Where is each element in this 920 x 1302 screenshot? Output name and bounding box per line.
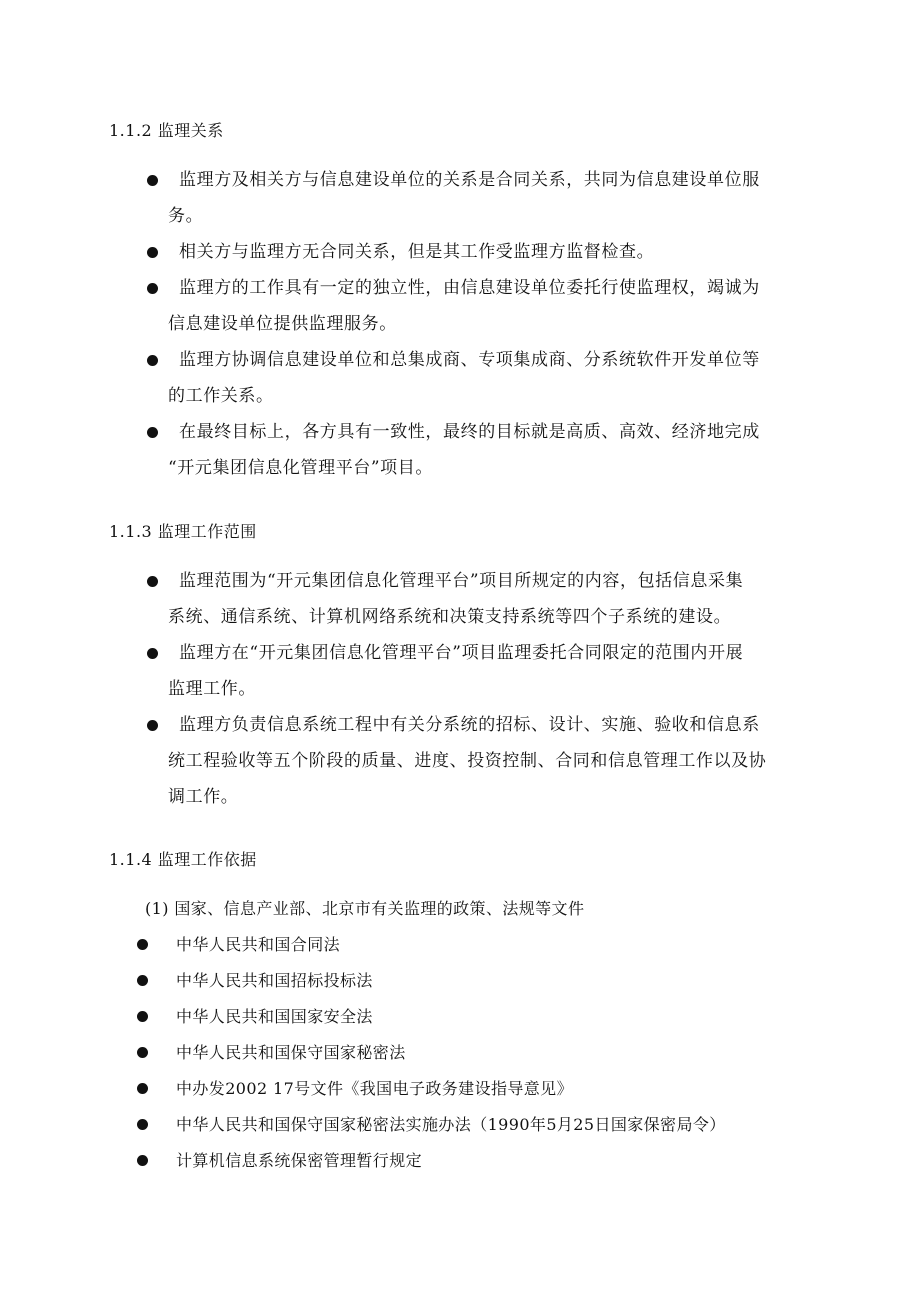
bullet-dot — [137, 1047, 148, 1058]
section-heading-1-1-2: 1.1.2 监理关系 — [109, 121, 224, 140]
list-item-line: “开元集团信息化管理平台”项目。 — [168, 458, 433, 478]
list-item — [168, 162, 808, 234]
list-item — [168, 707, 808, 815]
list-item-line: 调工作。 — [168, 787, 239, 807]
list-item-line: 监理方负责信息系统工程中有关分系统的招标、设计、实施、验收和信息系 — [179, 715, 760, 735]
list-item-line: 信息建设单位提供监理服务。 — [168, 314, 397, 334]
basis-item: 中华人民共和国招标投标法 — [176, 971, 373, 990]
bullet-dot — [147, 427, 158, 438]
list-item — [168, 270, 808, 342]
basis-subheading: (1) 国家、信息产业部、北京市有关监理的政策、法规等文件 — [145, 899, 585, 918]
basis-item: 中华人民共和国保守国家秘密法实施办法（1990年5月25日国家保密局令） — [176, 1115, 726, 1134]
list-item-line: 统工程验收等五个阶段的质量、进度、投资控制、合同和信息管理工作以及协 — [168, 751, 767, 771]
list-item — [168, 234, 808, 270]
bullet-dot — [137, 939, 148, 950]
bullet-dot — [137, 1155, 148, 1166]
list-item-line: 监理方在“开元集团信息化管理平台”项目监理委托合同限定的范围内开展 — [179, 643, 744, 663]
list-item-line: 务。 — [168, 206, 204, 226]
basis-item: 中华人民共和国国家安全法 — [176, 1007, 373, 1026]
bullet-dot — [147, 283, 158, 294]
bullet-dot — [147, 720, 158, 731]
list-item — [168, 635, 808, 707]
basis-item: 中华人民共和国合同法 — [176, 935, 341, 954]
bullet-dot — [147, 355, 158, 366]
bullet-dot — [147, 247, 158, 258]
section-heading-1-1-4: 1.1.4 监理工作依据 — [109, 850, 257, 869]
list-item-line: 监理方及相关方与信息建设单位的关系是合同关系，共同为信息建设单位服 — [179, 170, 760, 190]
bullet-dot — [137, 1083, 148, 1094]
basis-item: 计算机信息系统保密管理暂行规定 — [176, 1151, 423, 1170]
bullet-dot — [147, 648, 158, 659]
list-item — [168, 414, 808, 486]
basis-item: 中办发2002 17号文件《我国电子政务建设指导意见》 — [176, 1079, 573, 1098]
list-item-line: 相关方与监理方无合同关系，但是其工作受监理方监督检查。 — [179, 242, 655, 262]
list-item-line: 的工作关系。 — [168, 386, 274, 406]
bullet-dot — [147, 175, 158, 186]
list-item-line: 在最终目标上，各方具有一致性，最终的目标就是高质、高效、经济地完成 — [179, 422, 760, 442]
list-item — [168, 563, 808, 635]
bullet-dot — [137, 1119, 148, 1130]
list-item-line: 监理方协调信息建设单位和总集成商、专项集成商、分系统软件开发单位等 — [179, 350, 760, 370]
list-item-line: 监理方的工作具有一定的独立性，由信息建设单位委托行使监理权，竭诚为 — [179, 278, 760, 298]
bullet-dot — [137, 975, 148, 986]
list-item-line: 系统、通信系统、计算机网络系统和决策支持系统等四个子系统的建设。 — [168, 607, 732, 627]
basis-item: 中华人民共和国保守国家秘密法 — [176, 1043, 406, 1062]
list-item — [168, 342, 808, 414]
bullet-dot — [137, 1011, 148, 1022]
bullet-dot — [147, 576, 158, 587]
list-item-line: 监理范围为“开元集团信息化管理平台”项目所规定的内容，包括信息采集 — [179, 571, 744, 591]
list-item-line: 监理工作。 — [168, 679, 256, 699]
section-heading-1-1-3: 1.1.3 监理工作范围 — [109, 522, 257, 541]
